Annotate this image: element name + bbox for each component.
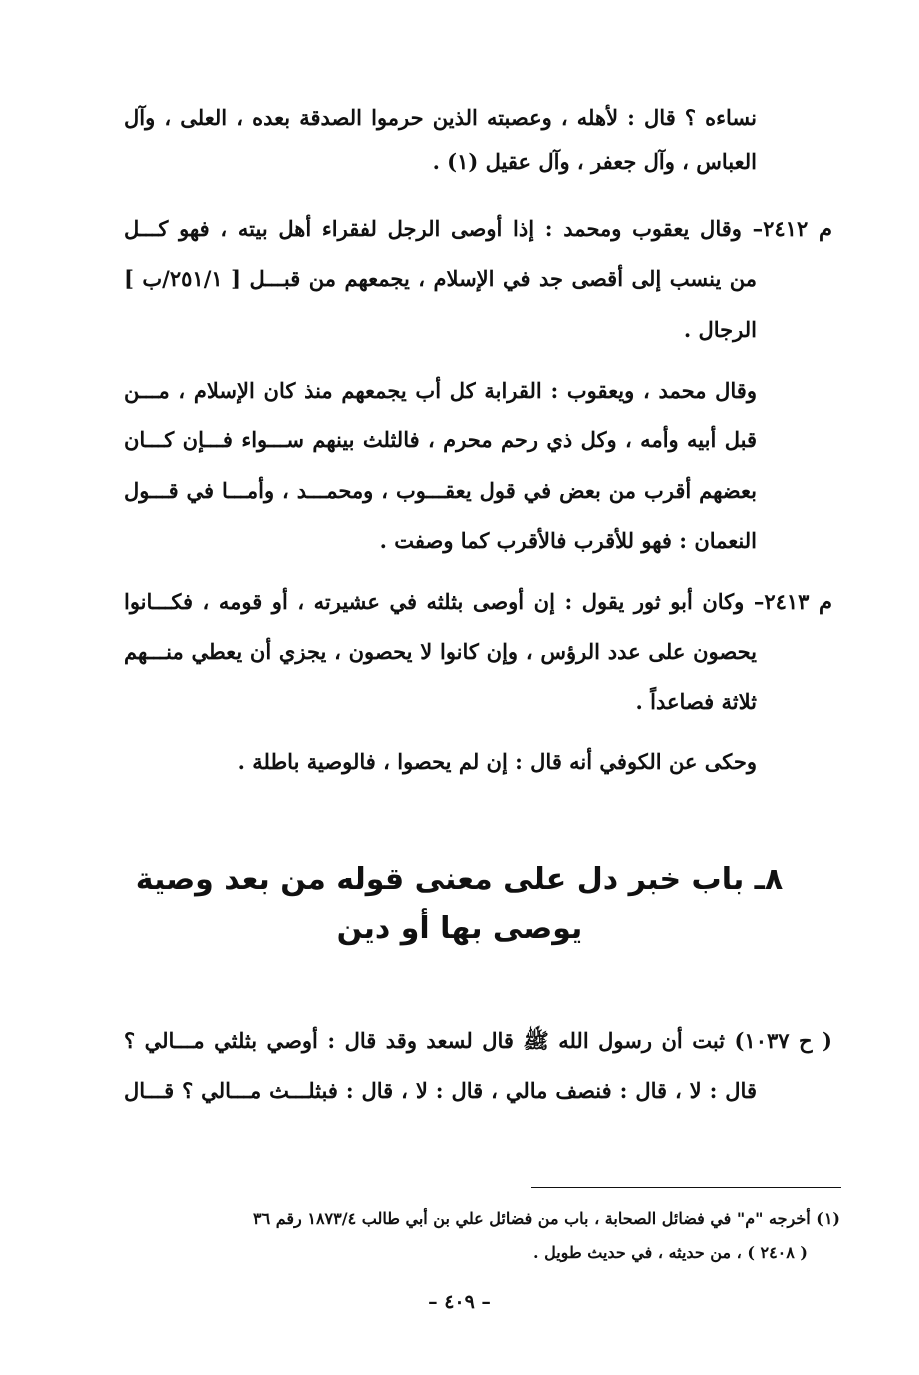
- text-line: بعضهم أقرب من بعض في قول يعقـــوب ، ومحمـــد ، وأمـــا في قـــول: [124, 478, 757, 503]
- text-line: الرجال .: [683, 317, 757, 342]
- page-number: – ٤٠٩ –: [428, 1291, 491, 1313]
- hadith-line: قال : لا ، قال : فنصف مالي ، قال : لا ، قال : فبثلـــث مـــالي ؟ قـــال: [124, 1078, 757, 1103]
- text-line: وقال محمد ، ويعقوب : القرابة كل أب يجمعهم منذ كان الإسلام ، مـــن: [124, 378, 757, 403]
- text-line: يحصون على عدد الرؤس ، وإن كانوا لا يحصون ، يجزي أن يعطي منـــهم: [124, 639, 757, 664]
- footnote-line: (١) أخرجه "م" في فضائل الصحابة ، باب من فضائل علي بن أبي طالب ١٨٧٣/٤ رقم ٣٦: [252, 1209, 840, 1228]
- entry-2412-line: م ٢٤١٢– وقال يعقوب ومحمد : إذا أوصى الرجل لفقراء أهل بيته ، فهو كـــل: [124, 216, 832, 241]
- text-line: العباس ، وآل جعفر ، وآل عقيل (١) .: [432, 149, 757, 174]
- text-line: نساءه ؟ قال : لأهله ، وعصبته الذين حرموا الصدقة بعده ، العلى ، وآل: [124, 105, 757, 130]
- text-line: قبل أبيه وأمه ، وكل ذي رحم محرم ، فالثلث بينهم ســـواء فـــإن كـــان: [124, 427, 757, 452]
- hadith-line: ( ح ١٠٣٧) ثبت أن رسول الله ﷺ قال لسعد وقد قال : أوصي بثلثي مـــالي ؟: [124, 1028, 832, 1053]
- chapter-heading: ٨ـ باب خبر دل على معنى قوله من بعد وصية: [135, 862, 784, 897]
- text-line: ثلاثة فصاعداً .: [635, 689, 757, 714]
- footnote-separator: [531, 1187, 841, 1188]
- text-line: وحكى عن الكوفي أنه قال : إن لم يحصوا ، فالوصية باطلة .: [237, 749, 757, 774]
- text-line: النعمان : فهو للأقرب فالأقرب كما وصفت .: [379, 528, 757, 553]
- chapter-heading: يوصى بها أو دين: [336, 911, 583, 946]
- footnote-line: ( ٢٤٠٨ ) ، من حديثه ، في حديث طويل .: [532, 1243, 808, 1262]
- entry-2413-line: م ٢٤١٣– وكان أبو ثور يقول : إن أوصى بثلثه في عشيرته ، أو قومه ، فكـــانوا: [124, 589, 832, 614]
- text-line: من ينسب إلى أقصى جد في الإسلام ، يجمعهم من قبـــل [ ٢٥١/١/ب ]: [124, 266, 757, 291]
